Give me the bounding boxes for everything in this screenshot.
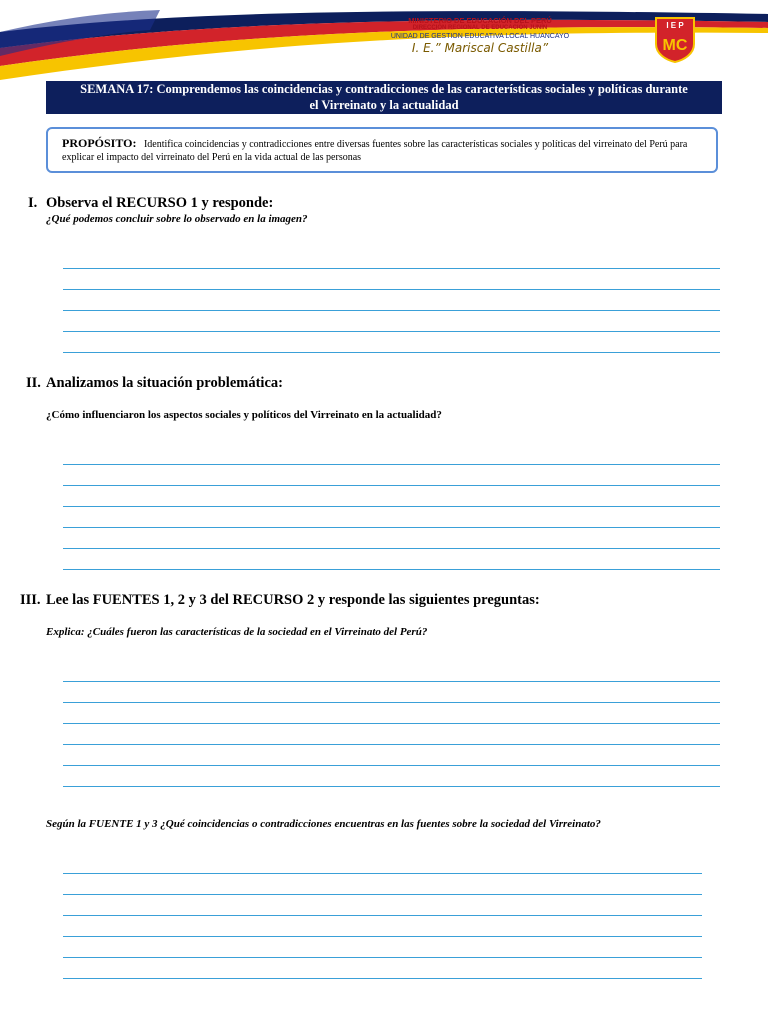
purpose-text: Identifica coincidencias y contradicciones entre diversas fuentes sobre las características sociales y políticas del virreinato del Perú para explicar el impacto del virreinato del Perú en la vida actual de las personas — [62, 139, 688, 163]
section-3-question-1: Explica: ¿Cuáles fueron las características de la sociedad en el Virreinato del Perú? — [46, 626, 428, 638]
answer-line[interactable] — [63, 310, 720, 311]
section-1-heading: Observa el RECURSO 1 y responde: — [46, 195, 274, 211]
purpose-box — [46, 127, 718, 173]
answer-line[interactable] — [63, 702, 720, 703]
answer-line[interactable] — [63, 915, 702, 916]
answer-line[interactable] — [63, 268, 720, 269]
section-3-number: III. — [20, 592, 41, 608]
answer-line[interactable] — [63, 765, 720, 766]
section-1-question: ¿Qué podemos concluir sobre lo observado en la imagen? — [46, 213, 308, 225]
school-name: I. E.” Mariscal Castilla” — [411, 41, 549, 55]
section-2-number: II. — [26, 375, 41, 391]
answer-line[interactable] — [63, 485, 720, 486]
header-institution-block — [330, 17, 630, 55]
answer-line[interactable] — [63, 331, 720, 332]
answer-line[interactable] — [63, 569, 720, 570]
answer-line[interactable] — [63, 957, 702, 958]
answer-line[interactable] — [63, 873, 702, 874]
ministry-name: MINISTERIO DE EDUCACIÓN DEL PERÚ — [408, 16, 552, 25]
answer-line[interactable] — [63, 548, 720, 549]
answer-line[interactable] — [63, 723, 720, 724]
answer-line[interactable] — [63, 744, 720, 745]
purpose-label: PROPÓSITO: — [62, 136, 137, 150]
regional-direction: DIRECCIÓN REGIONAL DE EDUCACIÓN JUNÍN — [412, 25, 548, 31]
answer-line[interactable] — [63, 527, 720, 528]
section-3-heading: Lee las FUENTES 1, 2 y 3 del RECURSO 2 y responde las siguientes preguntas: — [46, 592, 540, 608]
section-1-number: I. — [28, 195, 38, 211]
week-title — [46, 81, 722, 114]
ugel-name: UNIDAD DE GESTION EDUCATIVA LOCAL HUANCAYO — [390, 33, 570, 40]
logo-monogram: MC — [662, 37, 688, 54]
title-line-2: el Virreinato y la actualidad — [309, 98, 459, 112]
school-logo-icon — [650, 14, 700, 64]
answer-line[interactable] — [63, 506, 720, 507]
answer-line[interactable] — [63, 464, 720, 465]
answer-line[interactable] — [63, 352, 720, 353]
section-3-question-2: Según la FUENTE 1 y 3 ¿Qué coincidencias o contradicciones encuentras en las fuentes sobre la sociedad del Virreinato? — [46, 818, 601, 830]
answer-line[interactable] — [63, 289, 720, 290]
section-2-question: ¿Cómo influenciaron los aspectos sociales y políticos del Virreinato en la actualidad? — [46, 409, 442, 421]
answer-line[interactable] — [63, 681, 720, 682]
answer-line[interactable] — [63, 978, 702, 979]
logo-iep-text: I E P — [666, 21, 684, 30]
title-line-1: SEMANA 17: Comprendemos las coincidencias y contradicciones de las características sociales y políticas durante — [80, 82, 688, 96]
section-2-heading: Analizamos la situación problemática: — [46, 375, 283, 391]
answer-line[interactable] — [63, 786, 720, 787]
answer-line[interactable] — [63, 894, 702, 895]
answer-line[interactable] — [63, 936, 702, 937]
